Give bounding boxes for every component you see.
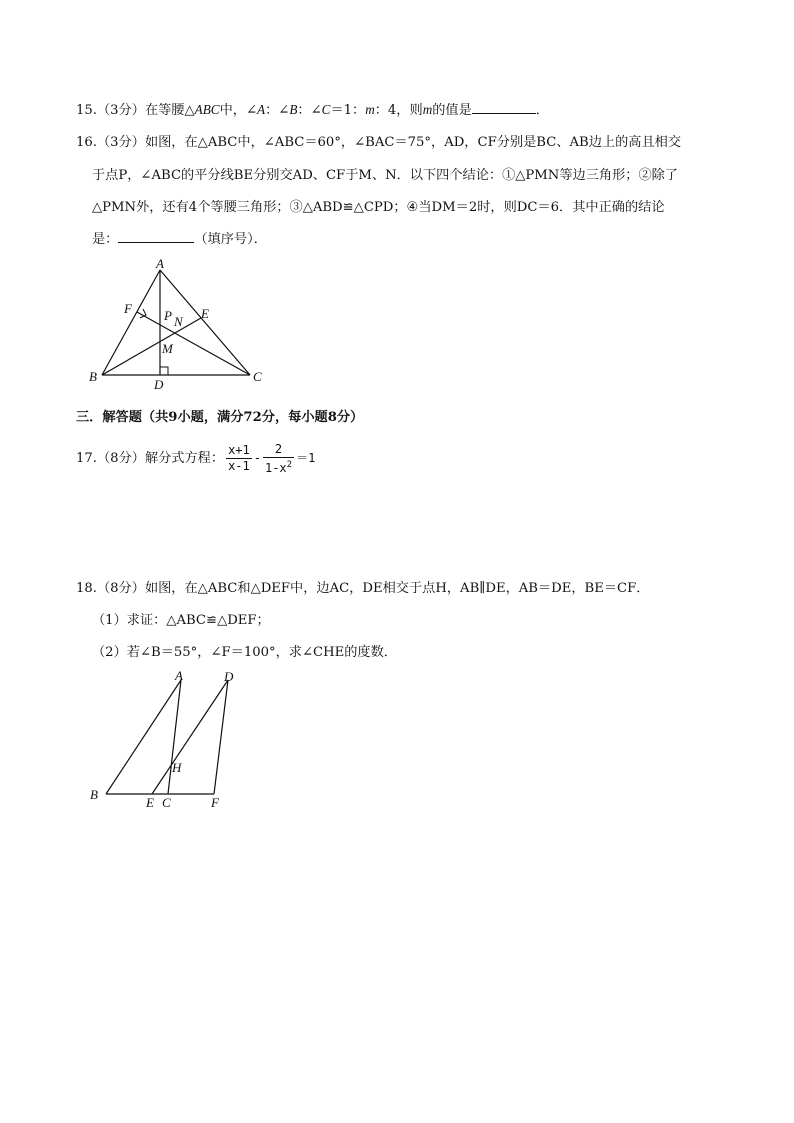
side-ab (102, 270, 160, 375)
q18-text: 如图，在△ABC和△DEF中，边AC，DE相交于点H，AB∥DE，AB＝DE，BE＝CF． (144, 581, 650, 596)
q15-var: m (365, 102, 375, 117)
label-c: C (162, 795, 171, 810)
q17-number: 17. (76, 451, 97, 466)
question-16-line-4 (92, 230, 267, 250)
question-18-sub-2 (92, 643, 397, 663)
question-17 (76, 440, 315, 477)
fraction-1-numerator: x+1 (228, 443, 250, 457)
question-16-line-2 (92, 166, 678, 186)
q15-score: （3分） (96, 103, 145, 118)
q16-text: △PMN外，还有4个等腰三角形；③△ABD≌△CPD；④当DM＝2时，则DC＝6．其中正确的结论 (92, 200, 665, 215)
q15-text: ：∠ (297, 103, 322, 118)
q18-number: 18. (76, 581, 97, 596)
q15-var: A (257, 102, 266, 117)
q16-triangle-figure (80, 258, 280, 393)
fraction-1 (226, 443, 252, 474)
q15-text: ：4，则 (374, 103, 423, 118)
question-18-sub-1 (92, 611, 270, 631)
label-e: E (146, 795, 154, 810)
q15-var: ABC (194, 102, 220, 117)
q15-text: ＝1： (330, 103, 366, 118)
right-angle-mark-d (160, 367, 168, 375)
fraction-1-denominator: x-1 (228, 459, 250, 473)
q15-var: C (321, 102, 331, 117)
fraction-2-base: 1-x (264, 460, 287, 475)
label-b: B (90, 787, 98, 802)
answer-blank (118, 230, 194, 243)
section-title: 三．解答题（共9小题，满分72分，每小题8分） (76, 410, 364, 425)
q16-text: 是： (92, 232, 119, 247)
label-a: A (175, 668, 183, 683)
label-p: P (164, 308, 172, 323)
fraction-2-numerator: 2 (263, 442, 294, 458)
question-18-line-1 (76, 579, 649, 599)
label-e: E (201, 306, 209, 321)
q15-text: ：∠ (265, 103, 290, 118)
q16-text: （填序号）． (194, 232, 267, 247)
q18-score: （8分） (96, 581, 145, 596)
fraction-2-exponent: 2 (286, 459, 293, 470)
q16-score: （3分） (96, 135, 145, 150)
answer-blank (472, 101, 536, 114)
q15-text: ． (535, 103, 549, 118)
minus-sign: - (253, 451, 261, 465)
label-h: H (172, 760, 182, 775)
equation-rhs: ＝1 (296, 451, 316, 465)
section-3-heading (76, 408, 363, 428)
label-b: B (89, 369, 97, 384)
label-m: M (162, 341, 173, 356)
label-a: A (156, 258, 164, 271)
label-c: C (253, 369, 262, 384)
q15-text: 在等腰△ (144, 103, 195, 118)
label-n: N (174, 314, 183, 329)
altitude-cf (137, 312, 250, 375)
q16-text: 如图，在△ABC中，∠ABC＝60°，∠BAC＝75°，AD，CF分别是BC、AB边上的高且相交 (144, 135, 682, 150)
label-d: D (224, 669, 234, 684)
q18-sub-text: （2）若∠B＝55°，∠F＝100°，求∠CHE的度数． (92, 645, 397, 660)
fraction-2-denominator (263, 458, 294, 476)
bisector-be (102, 318, 201, 375)
q16-text: 于点P，∠ABC的平分线BE分别交AD、CF于M、N．以下四个结论：①△PMN等边三角形；②除了 (92, 168, 679, 183)
q18-triangles-figure (86, 668, 256, 813)
q15-var: B (289, 102, 298, 117)
q17-score: （8分） (96, 451, 145, 466)
question-16-line-1 (76, 133, 681, 153)
q15-number: 15. (76, 103, 97, 118)
q18-sub-text: （1）求证：△ABC≌△DEF； (92, 613, 270, 628)
question-15 (76, 100, 549, 121)
q15-text: 的值是 (432, 103, 472, 118)
q15-var: m (422, 102, 433, 117)
question-16-line-3 (92, 198, 665, 218)
q16-number: 16. (76, 135, 97, 150)
label-f: F (211, 795, 219, 810)
label-d: D (154, 377, 164, 392)
label-f: F (124, 301, 132, 316)
q15-text: 中，∠ (219, 103, 258, 118)
q17-text: 解分式方程： (144, 451, 225, 466)
fraction-2 (263, 442, 294, 476)
